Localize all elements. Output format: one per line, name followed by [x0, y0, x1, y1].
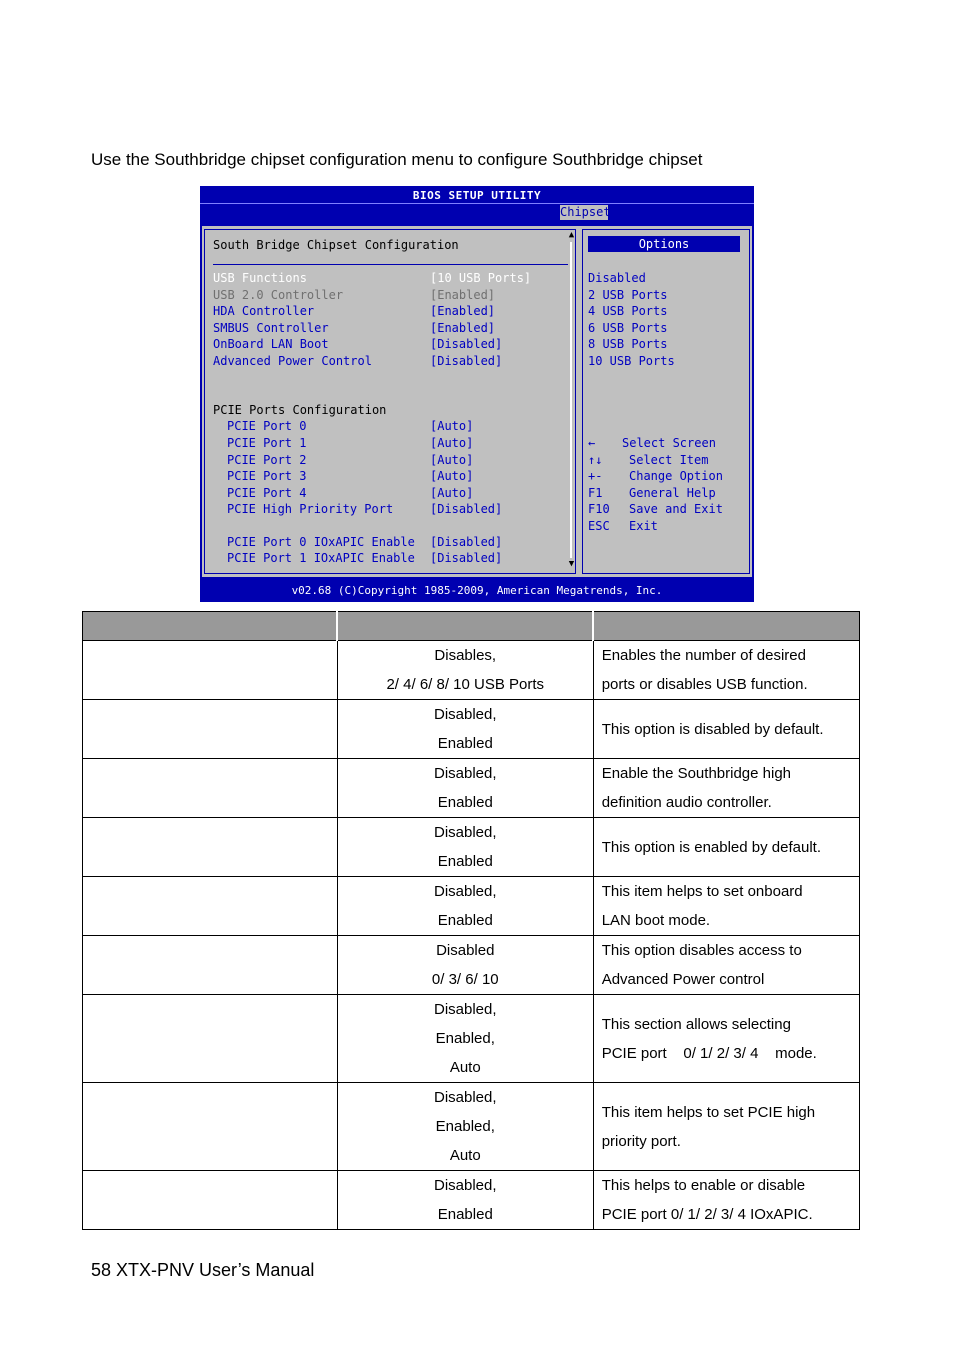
setting-value: [Enabled] — [430, 304, 496, 318]
table-cell-options: Disabled, Enabled, Auto — [337, 1083, 593, 1171]
setting-label: PCIE Port 0 IOxAPIC Enable — [227, 535, 415, 549]
option-item[interactable]: 2 USB Ports — [588, 288, 668, 302]
table-cell-desc: This option disables access to Advanced Power control — [593, 936, 859, 995]
key-help-key: ← — [588, 436, 596, 450]
table-cell-item — [83, 1083, 338, 1171]
setting-value: [Auto] — [430, 453, 474, 467]
key-help-key: F10 — [588, 502, 610, 516]
table-header-cell — [83, 612, 338, 641]
setting-value: [Disabled] — [430, 551, 503, 565]
table-cell-options: Disabled, Enabled, Auto — [337, 995, 593, 1083]
scroll-up-icon[interactable]: ▲ — [568, 230, 575, 240]
key-help-desc: Select Screen — [622, 436, 716, 450]
setting-label: SMBUS Controller — [213, 321, 329, 335]
table-row — [83, 759, 860, 818]
table-cell-item — [83, 936, 338, 995]
table-row — [83, 641, 860, 700]
table-cell-item — [83, 700, 338, 759]
table-cell-item — [83, 818, 338, 877]
option-item[interactable]: 6 USB Ports — [588, 321, 668, 335]
table-row — [83, 936, 860, 995]
table-cell-desc: Enables the number of desired ports or disables USB function. — [593, 641, 859, 700]
option-item[interactable]: Disabled — [588, 271, 646, 285]
table-row — [83, 877, 860, 936]
setting-value: [Disabled] — [430, 502, 503, 516]
settings-table — [82, 611, 860, 1230]
table-cell-options: Disabled, Enabled — [337, 700, 593, 759]
table-cell-options: Disabled, Enabled — [337, 877, 593, 936]
bios-screenshot — [200, 186, 754, 602]
setting-value: [Auto] — [430, 419, 474, 433]
table-cell-options: Disabled 0/ 3/ 6/ 10 — [337, 936, 593, 995]
setting-label: PCIE High Priority Port — [227, 502, 394, 516]
table-cell-options: Disables, 2/ 4/ 6/ 8/ 10 USB Ports — [337, 641, 593, 700]
table-header-cell — [337, 612, 593, 641]
table-cell-item — [83, 877, 338, 936]
bios-title: BIOS SETUP UTILITY — [412, 189, 542, 202]
table-cell-item — [83, 995, 338, 1083]
setting-label: OnBoard LAN Boot — [213, 337, 329, 351]
setting-value: [Disabled] — [430, 354, 503, 368]
setting-label: Advanced Power Control — [213, 354, 372, 368]
setting-value: [Auto] — [430, 436, 474, 450]
key-help-desc: Save and Exit — [629, 502, 723, 516]
table-cell-desc: This section allows selecting PCIE port 0/ 1/ 2/ 3/ 4 mode. — [593, 995, 859, 1083]
setting-label: PCIE Port 0 — [227, 419, 307, 433]
pcie-section-title: PCIE Ports Configuration — [213, 403, 387, 417]
section-title: South Bridge Chipset Configuration — [213, 238, 459, 252]
table-row — [83, 818, 860, 877]
table-cell-item — [83, 1171, 338, 1230]
setting-value: [Auto] — [430, 486, 474, 500]
key-help-key: +- — [588, 469, 603, 483]
bios-footer: v02.68 (C)Copyright 1985-2009, American Megatrends, Inc. — [291, 584, 663, 597]
table-header-row — [83, 612, 860, 641]
option-item[interactable]: 10 USB Ports — [588, 354, 675, 368]
table-cell-item — [83, 759, 338, 818]
key-help-desc: General Help — [629, 486, 716, 500]
section-divider — [213, 264, 568, 265]
table-row — [83, 1083, 860, 1171]
table-cell-desc: This helps to enable or disable PCIE port 0/ 1/ 2/ 3/ 4 IOxAPIC. — [593, 1171, 859, 1230]
scroll-down-icon[interactable]: ▼ — [568, 559, 575, 569]
page-footer: 58 XTX-PNV User’s Manual — [91, 1260, 315, 1280]
table-cell-item — [83, 641, 338, 700]
key-help-desc: Change Option — [629, 469, 723, 483]
setting-label: USB 2.0 Controller — [213, 288, 344, 302]
key-help-desc: Select Item — [629, 453, 709, 467]
scroll-track[interactable] — [570, 242, 572, 558]
key-help-key: ESC — [588, 519, 610, 533]
setting-value: [Disabled] — [430, 535, 503, 549]
table-row — [83, 700, 860, 759]
table-cell-desc: This option is disabled by default. — [593, 700, 859, 759]
setting-label: PCIE Port 2 — [227, 453, 307, 467]
key-help-key: ↑↓ — [588, 453, 603, 467]
table-row — [83, 1171, 860, 1230]
option-item[interactable]: 4 USB Ports — [588, 304, 668, 318]
setting-label: HDA Controller — [213, 304, 315, 318]
key-help-key: F1 — [588, 486, 603, 500]
options-title: Options — [588, 236, 740, 252]
setting-value: [Disabled] — [430, 337, 503, 351]
table-cell-desc: This item helps to set onboard LAN boot mode. — [593, 877, 859, 936]
table-cell-options: Disabled, Enabled — [337, 759, 593, 818]
table-cell-desc: Enable the Southbridge high definition audio controller. — [593, 759, 859, 818]
setting-value: [Auto] — [430, 469, 474, 483]
setting-value: [Enabled] — [430, 288, 496, 302]
table-row — [83, 995, 860, 1083]
setting-label: PCIE Port 4 — [227, 486, 307, 500]
bios-title-rule — [200, 203, 754, 204]
setting-value: [10 USB Ports] — [430, 271, 532, 285]
setting-label: PCIE Port 3 — [227, 469, 307, 483]
setting-label: PCIE Port 1 — [227, 436, 307, 450]
tab-chipset[interactable]: Chipset — [560, 205, 611, 219]
setting-label: PCIE Port 1 IOxAPIC Enable — [227, 551, 415, 565]
table-header-cell — [593, 612, 859, 641]
table-cell-desc: This item helps to set PCIE high priority port. — [593, 1083, 859, 1171]
table-cell-options: Disabled, Enabled — [337, 1171, 593, 1230]
table-cell-desc: This option is enabled by default. — [593, 818, 859, 877]
intro-text: Use the Southbridge chipset configuration menu to configure Southbridge chipset — [91, 150, 703, 169]
setting-label: USB Functions — [213, 271, 307, 285]
key-help-desc: Exit — [629, 519, 658, 533]
option-item[interactable]: 8 USB Ports — [588, 337, 668, 351]
scrollbar[interactable] — [567, 230, 576, 571]
bios-panel — [202, 226, 752, 577]
setting-value: [Enabled] — [430, 321, 496, 335]
table-cell-options: Disabled, Enabled — [337, 818, 593, 877]
